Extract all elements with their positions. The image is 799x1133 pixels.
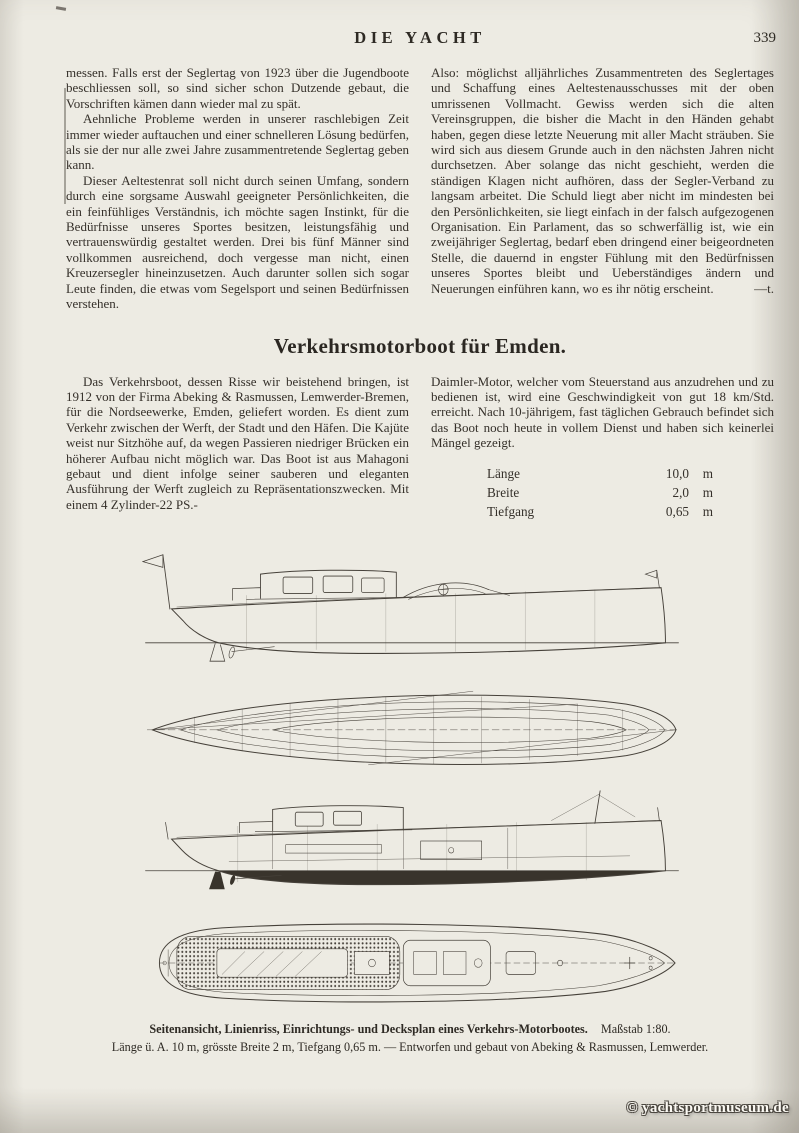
- spec-value: 0,65: [665, 503, 689, 519]
- page-header: [66, 28, 774, 50]
- arrangement-elevation-drawing: [142, 789, 682, 893]
- spec-label: Tiefgang: [487, 503, 535, 519]
- author-initial: —t.: [754, 280, 774, 296]
- caption-bold-text: Seitenansicht, Linienriss, Einrichtungs- und Decksplan eines Verkehrs-Motorbootes.: [149, 1021, 588, 1036]
- deck-plan-figure: [142, 908, 682, 1018]
- article-headline: Verkehrsmotorboot für Emden.: [273, 333, 567, 358]
- paragraph: Das Verkehrsboot, dessen Risse wir beistehend bringen, ist 1912 von der Firma Abeking & Rasmussen, Lemwerder-Bremen, für die Nordseewerke, Emden, geliefert worden. Es dient zum Verkehr zwischen der Werft, der Stadt und den Häfen. Die Kajüte weist nur Sitzhöhe auf, da wegen Passieren niedriger Brücken ein höherer Aufbau nicht möglich war. Das Boot ist aus Mahagoni gebaut und dient infolge seiner sauberen und eleganten Ausführung der Werft zugleich zu Repräsentationszwecken. Mit einem 4 Zylinder-22 PS.-: [66, 373, 409, 512]
- watermark: © yachtsportmuseum.de: [626, 1100, 789, 1116]
- boat-plan-drawings: [142, 549, 682, 1018]
- spec-unit: m: [702, 465, 713, 481]
- article1-right-column: [431, 65, 774, 312]
- deck-plan-drawing: [142, 908, 682, 1018]
- caption-line-2: Länge ü. A. 10 m, grösste Breite 2 m, Tiefgang 0,65 m. — Entworfen und gebaut von Abeking & Rasmussen, Lemwerder.: [111, 1039, 709, 1054]
- paragraph: Dieser Aeltestenrat soll nicht durch seinen Umfang, sondern durch eine sorgsame Auswahl geeigneter Persönlichkeiten, die ein feinfühliges Verständnis, ich möchte sagen Instinkt, für die Bedürfnisse unseres Sportes besitzen, leistungsfähig und vertrauenswürdig gestaltet werden. Drei bis fünf Männer sind vollkommen ausreichend, doch vergesse man nicht, einen Kreuzersegler hineinzusetzen. Auch darunter sollen sich sogar Leute finden, die etwas vom Segelsport und seinen Bedürfnissen verstehen.: [66, 172, 409, 312]
- arrangement-elevation-figure: [142, 789, 682, 893]
- spec-label: Breite: [487, 484, 520, 500]
- page-content: [66, 28, 774, 1055]
- spec-row-laenge: [487, 464, 713, 483]
- spec-row-tiefgang: [487, 502, 713, 521]
- journal-title: DIE YACHT: [354, 28, 486, 47]
- spec-unit: m: [702, 484, 713, 500]
- spec-row-breite: [487, 483, 713, 502]
- spec-value: 2,0: [672, 484, 689, 500]
- page-number: 339: [753, 30, 776, 46]
- spec-unit: m: [702, 503, 713, 519]
- article-verkehrsmotorboot: [66, 374, 774, 521]
- caption-line-1: [46, 1022, 774, 1037]
- spec-value: 10,0: [665, 465, 689, 481]
- paragraph: [431, 65, 774, 296]
- paragraph: Aehnliche Probleme werden in unserer raschlebigen Zeit immer wieder auftauchen und einer schnelleren Lösung bedürfen, als sie der nur alle zwei Jahre zusammentretende Seglertag geben kann.: [66, 111, 409, 173]
- caption-scale-text: Maßstab 1:80.: [600, 1021, 671, 1036]
- side-elevation-figure: [142, 549, 682, 667]
- scan-artifact-mark: [56, 6, 66, 11]
- paragraph: messen. Falls erst der Seglertag von 1923 über die Jugendboote beschliessen soll, so sind sicher schon Dutzende gebaut, die Vorschriften kämen dann wieder mal zu spät.: [66, 65, 409, 111]
- article-seglertag: [66, 65, 774, 312]
- paragraph: Daimler-Motor, welcher vom Steuerstand aus anzudrehen und zu bedienen ist, wird eine Geschwindigkeit von gut 18 km/Std. erreicht. Nach 10-jährigem, fast täglichen Gebrauch befindet sich das Boot noch heute in vollem Dienst und haben sich keinerlei Mängel gezeigt.: [431, 373, 774, 451]
- lines-plan-drawing: [142, 682, 682, 774]
- article2-left-column: [66, 374, 409, 521]
- side-elevation-drawing: [142, 549, 682, 667]
- article1-left-column: [66, 65, 409, 312]
- figure-caption: [46, 1022, 774, 1055]
- spec-label: Länge: [487, 465, 520, 481]
- lines-plan-figure: [142, 682, 682, 774]
- paragraph-text: Also: möglichst alljährliches Zusammentreten des Seglertages und Schaffung eines Aeltestenausschusses mit der oben umrissenen Vollmacht. Gewiss werden sich die alten Vereinsgruppen, die bisher die Macht in den Händen gehabt haben, gegen diese letzte Neuerung mit aller Macht sträuben. Sie wird sich aus diesem Grunde auch in den nächsten Jahren nicht durchsetzen. Aber solange das nicht geschieht, werden die ständigen Klagen nicht aufhören, dass der Segler-Verband zu langsam arbeitet. Die Schuld liegt aber nicht im mindesten bei den Persönlichkeiten, sie liegt einfach in der falsch aufgezogenen Organisation. Ein Parlament, das so schwerfällig ist, wie ein zweijähriger Seglertag, bedarf eben dringend einer beigeordneten Stelle, die dauernd in engster Fühlung mit den Bedürfnissen unseres Sportes bleibt und Ueberständiges ändern und Neuerungen einführen kann, wo es ihr nötig erscheint.: [431, 65, 774, 296]
- article2-right-column: [431, 374, 774, 521]
- specs-table: [487, 464, 713, 521]
